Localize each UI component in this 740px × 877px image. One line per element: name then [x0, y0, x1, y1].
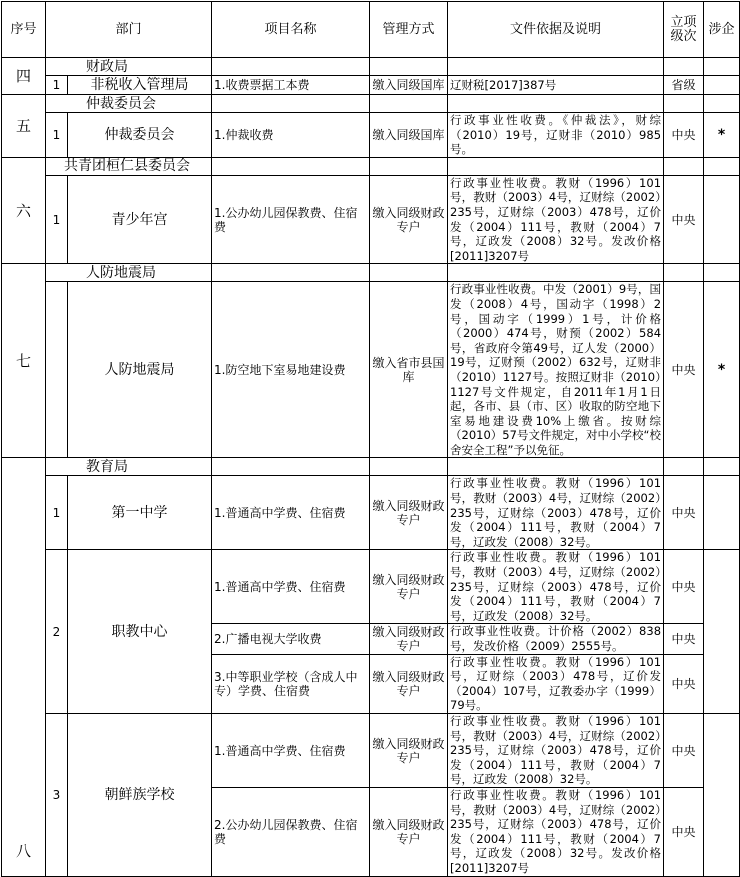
table-row [2, 76, 740, 95]
management-method: 缴入同级财政专户 [370, 476, 448, 550]
approval-level: 中央 [664, 550, 704, 624]
section-number: 八 [2, 458, 46, 876]
table-row [2, 175, 740, 264]
document-basis: 行政事业性收费。教财（1996）101号，教财（2003）4号，辽财综（2002）235号，辽财综（2003）478号，辽价发（2004）111号，教财（2004）7号，辽政发（2008）32号。 [448, 714, 664, 788]
section-dept: 财政局 [46, 58, 212, 76]
management-method: 缴入同级财政专户 [370, 624, 448, 654]
header-row [2, 2, 740, 58]
enterprise-mark [704, 175, 740, 264]
item-name: 3.中等职业学校（含成人中专）学费、住宿费 [212, 654, 370, 713]
section-header-row [2, 95, 740, 113]
section-dept: 仲裁委员会 [46, 95, 212, 113]
item-name: 1.防空地下室易地建设费 [212, 282, 370, 458]
document-basis: 行政事业性收费。教财（1996）101号，教财（2003）4号，辽财综（2002）235号，辽财综（2003）478号，辽价发（2004）111号，教财（2004）7号，辽政发（2008）32号。发改价格[2011]3207号 [448, 175, 664, 264]
management-method: 缴入同级财政专户 [370, 788, 448, 877]
approval-level: 中央 [664, 113, 704, 158]
unit-name: 非税收入管理局 [68, 76, 212, 95]
section-dept: 共青团桓仁县委员会 [46, 157, 212, 175]
enterprise-mark [704, 76, 740, 95]
approval-level: 中央 [664, 788, 704, 877]
document-basis: 行政事业性收费。《仲裁法》，财综（2010）19号，辽财非（2010）985号。 [448, 113, 664, 158]
fee-table [1, 1, 740, 877]
section-dept: 人防地震局 [46, 264, 212, 282]
unit-name: 职教中心 [68, 550, 212, 714]
row-number: 3 [46, 714, 68, 877]
row-number: 1 [46, 175, 68, 264]
table-row [2, 476, 740, 550]
approval-level: 中央 [664, 714, 704, 788]
table-row [2, 714, 740, 788]
approval-level: 中央 [664, 476, 704, 550]
table-row [2, 282, 740, 458]
header-enterprise: 涉企 [704, 2, 740, 58]
item-name: 1.普通高中学费、住宿费 [212, 550, 370, 624]
header-dept: 部门 [46, 2, 212, 58]
item-name: 1.公办幼儿园保教费、住宿费 [212, 175, 370, 264]
unit-name: 青少年宫 [68, 175, 212, 264]
item-name: 1.普通高中学费、住宿费 [212, 476, 370, 550]
table-row [2, 550, 740, 624]
header-level: 立项级次 [664, 2, 704, 58]
management-method: 缴入同级国库 [370, 113, 448, 158]
header-mgmt: 管理方式 [370, 2, 448, 58]
document-basis: 行政事业性收费。教财（1996）101号，教财（2003）4号，辽财综（2002）235号，辽财综（2003）478号，辽价发（2004）111号，教财（2004）7号，辽政发（2008）32号。 [448, 476, 664, 550]
header-seq: 序号 [2, 2, 46, 58]
management-method: 缴入同级国库 [370, 76, 448, 95]
management-method: 缴入同级财政专户 [370, 654, 448, 713]
document-basis: 辽财税[2017]387号 [448, 76, 664, 95]
unit-name: 人防地震局 [68, 282, 212, 458]
section-header-row [2, 458, 740, 476]
approval-level: 中央 [664, 654, 704, 713]
item-name: 1.仲裁收费 [212, 113, 370, 158]
approval-level: 省级 [664, 76, 704, 95]
management-method: 缴入省市县国库 [370, 282, 448, 458]
section-header-row [2, 58, 740, 76]
row-number: 2 [46, 550, 68, 714]
row-number: 1 [46, 476, 68, 550]
item-name: 2.公办幼儿园保教费、住宿费 [212, 788, 370, 877]
approval-level: 中央 [664, 624, 704, 654]
approval-level: 中央 [664, 282, 704, 458]
item-name: 2.广播电视大学收费 [212, 624, 370, 654]
row-number: 1 [46, 113, 68, 158]
unit-name: 第一中学 [68, 476, 212, 550]
section-number: 四 [2, 58, 46, 95]
item-name: 1.收费票据工本费 [212, 76, 370, 95]
document-basis: 行政事业性收费。计价格（2002）838号，发改价格（2009）2555号。 [448, 624, 664, 654]
enterprise-mark: * [704, 113, 740, 158]
approval-level: 中央 [664, 175, 704, 264]
management-method: 缴入同级财政专户 [370, 175, 448, 264]
management-method: 缴入同级财政专户 [370, 714, 448, 788]
section-header-row [2, 157, 740, 175]
document-basis: 行政事业性收费。教财（1996）101号，教财（2003）4号，辽财综（2002）235号，辽财综（2003）478号，辽价发（2004）111号，教财（2004）7号，辽政发（2008）32号。发改价格[2011]3207号 [448, 788, 664, 877]
unit-name: 仲裁委员会 [68, 113, 212, 158]
document-basis: 行政事业性收费。中发（2001）9号，国发（2008）4号，国动字（1998）2号，国动字（1999）1号，计价格（2000）474号，财预（2002）584号，省政府令第49号，辽人发（2000）19号，辽财预（2002）632号，辽财非（2010）1127号。按照辽财非（2010）1127号文件规定，自2011年1月1日起，各市、县（市、区）收取的防空地下室易地建设费10%上缴省。按财综（2010）57号文件规定，对中小学校“校舍安全工程”予以免征。 [448, 282, 664, 458]
document-basis: 行政事业性收费。教财（1996）101号，教财（2003）4号，辽财综（2002）235号，辽财综（2003）478号，辽价发（2004）111号，教财（2004）7号，辽政发（2008）32号。 [448, 550, 664, 624]
table-row [2, 113, 740, 158]
header-item: 项目名称 [212, 2, 370, 58]
unit-name: 朝鲜族学校 [68, 714, 212, 877]
item-name: 1.普通高中学费、住宿费 [212, 714, 370, 788]
section-number: 六 [2, 157, 46, 264]
header-doc: 文件依据及说明 [448, 2, 664, 58]
row-number [46, 282, 68, 458]
section-number: 七 [2, 264, 46, 458]
enterprise-mark: * [704, 282, 740, 458]
document-basis: 行政事业性收费。教财（1996）101号，辽财综（2003）478号，辽价发（2004）107号，辽教委办字（1999）79号。 [448, 654, 664, 713]
management-method: 缴入同级财政专户 [370, 550, 448, 624]
section-number: 五 [2, 95, 46, 158]
section-dept: 教育局 [46, 458, 212, 476]
section-header-row [2, 264, 740, 282]
row-number: 1 [46, 76, 68, 95]
